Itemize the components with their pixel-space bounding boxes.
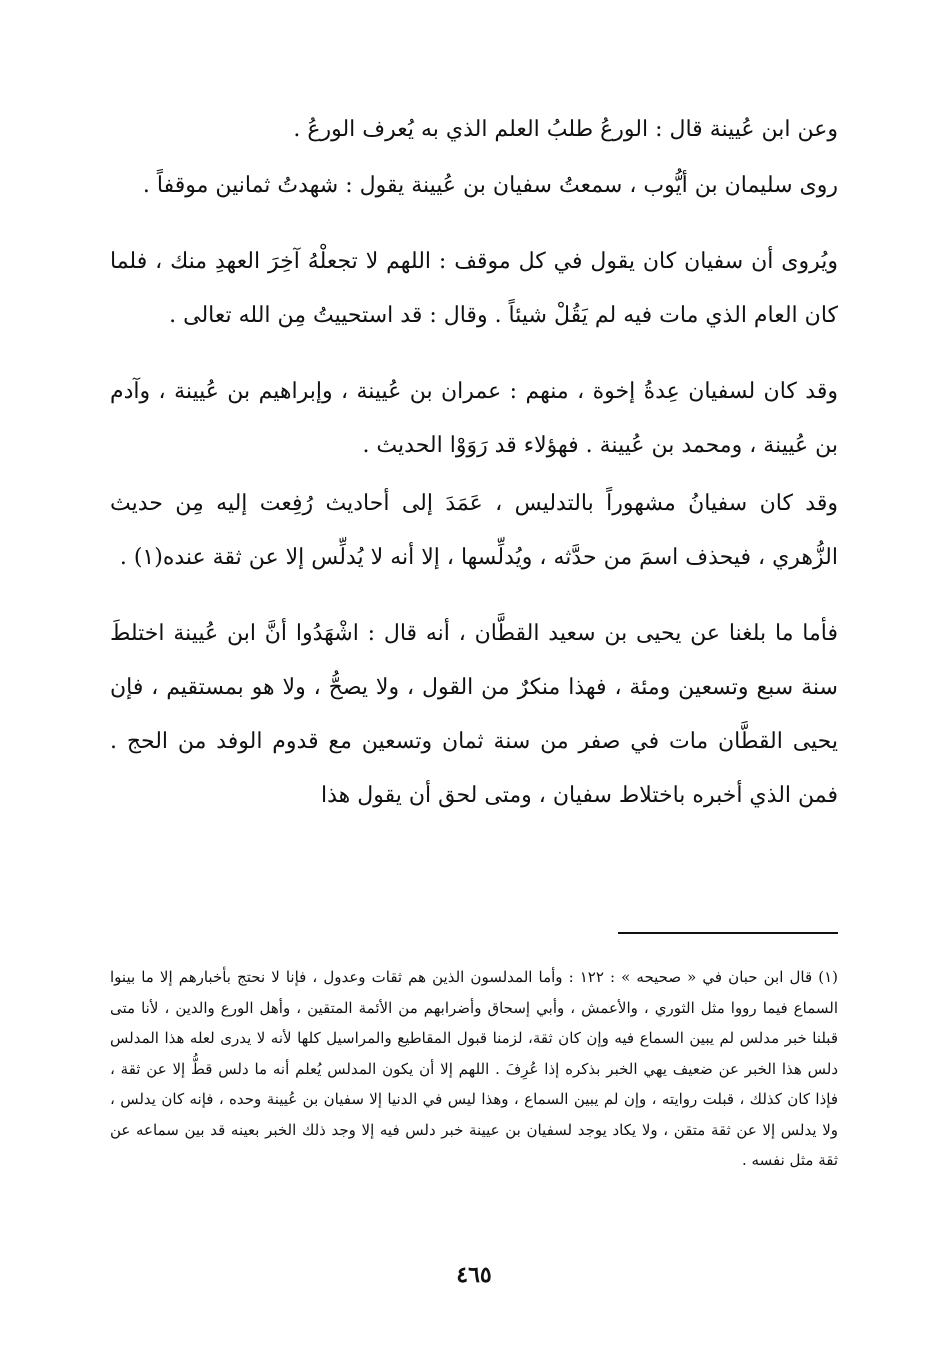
- footnote-reference: (١) .: [119, 545, 163, 570]
- paragraph-3: ويُروى أن سفيان كان يقول في كل موقف : اللهم لا تجعلْهُ آخِرَ العهدِ منك ، فلما كان العام الذي مات فيه لم يَقُلْ شيئاً . وقال : قد استحييتُ مِن الله تعالى .: [110, 249, 838, 328]
- paragraph-1: وعن ابن عُيينة قال : الورعُ طلبُ العلم الذي به يُعرف الورعُ .: [293, 117, 838, 142]
- footnote: (١) قال ابن حبان في « صحيحه » : ١٢٢ : وأما المدلسون الذين هم ثقات وعدول ، فإنا لا نحتج بأخبارهم إلا ما بينوا السماع فيما رووا مثل الثوري ، والأعمش ، وأبي إسحاق وأضرابهم من الأئمة المتقين ، وأهل الورع والدين ، لأنا متى قبلنا خبر مدلس لم يبين السماع فيه وإن كان ثقة، لزمنا قبول المقاطيع والمراسيل كلها لأنه لا يدرى لعله هذا المدلس دلس هذا الخبر عن ضعيف يهي الخبر بذكره إذا عُرِفَ . اللهم إلا أن يكون المدلس يُعلم أنه ما دلس قطُّ إلا عن ثقة ، فإذا كان كذلك ، قبلت روايته ، وإن لم يبين السماع ، وهذا ليس في الدنيا إلا سفيان بن عُيينة وحده ، فإنه كان يدلس ، ولا يدلس إلا عن ثقة متقن ، ولا يكاد يوجد لسفيان بن عيينة خبر دلس فيه إلا وجد ذلك الخبر بعينه قد بين سماعه عن ثقة مثل نفسه .: [110, 968, 838, 1169]
- paragraph-5: [110, 477, 838, 585]
- main-text: [110, 103, 838, 823]
- footnote-divider: [618, 932, 838, 934]
- paragraph-2: روى سليمان بن أيُّوب ، سمعتُ سفيان بن عُيينة يقول : شهدتُ ثمانين موقفاً .: [142, 173, 838, 198]
- paragraph-5-text: وقد كان سفيانُ مشهوراً بالتدليس ، عَمَدَ إلى أحاديث رُفِعت إليه مِن حديث الزُّهري ، فيحذف اسمَ من حدَّثه ، ويُدلِّسها ، إلا أنه لا يُدلِّس إلا عن ثقة عنده: [110, 491, 838, 570]
- page-number: ٤٦٥: [456, 1262, 492, 1288]
- paragraph-4: وقد كان لسفيان عِدةُ إخوة ، منهم : عمران بن عُيينة ، وإبراهيم بن عُيينة ، وآدم بن عُيينة ، ومحمد بن عُيينة . فهؤلاء قد رَوَوْا الحديث .: [110, 379, 838, 458]
- paragraph-6: فأما ما بلغنا عن يحيى بن سعيد القطَّان ، أنه قال : اشْهَدُوا أنَّ ابن عُيينة اختلطَ سنة سبع وتسعين ومئة ، فهذا منكرٌ من القول ، ولا يصحُّ ، ولا هو بمستقيم ، فإن يحيى القطَّان مات في صفر من سنة ثمان وتسعين مع قدوم الوفد من الحج . فمن الذي أخبره باختلاط سفيان ، ومتى لحق أن يقول هذا: [110, 621, 838, 808]
